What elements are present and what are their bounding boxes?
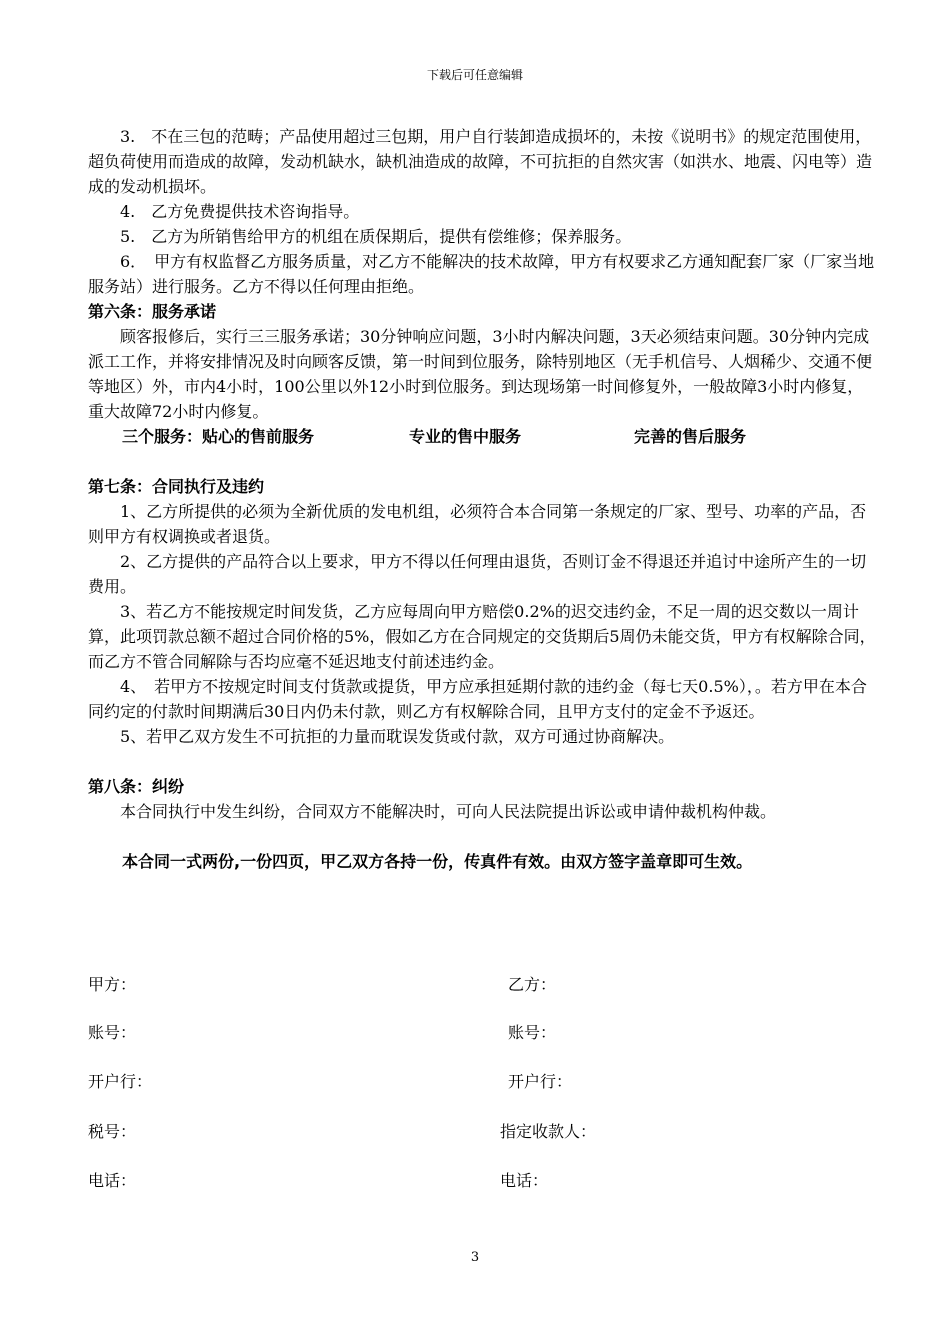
article-8-body: 本合同执行中发生纠纷，合同双方不能解决时，可向人民法院提出诉讼或申请仲裁机构仲裁。 <box>120 802 777 821</box>
party-a-tax-label: 税号： <box>88 1122 137 1141</box>
clause-6: 6． 甲方有权监督乙方服务质量，对乙方不能解决的技术故障，甲方有权要求乙方通知配套厂家（厂家当地服务站）进行服务。乙方不得以任何理由拒绝。 <box>88 252 875 296</box>
clause-4: 4. 乙方免费提供技术咨询指导。 <box>120 202 360 221</box>
clause-3: 3. 不在三包的范畴；产品使用超过三包期，用户自行装卸造成损坏的，未按《说明书》的规定范围使用，超负荷使用而造成的故障，发动机缺水，缺机油造成的故障，不可抗拒的自然灾害（如洪水、地震、闪电等）造成的发动机损坏。 <box>88 127 873 196</box>
page-header: 下载后可任意编辑 <box>426 68 523 82</box>
article-8-title: 第八条：纠纷 <box>88 777 185 796</box>
service-aftersale: 完善的售后服务 <box>634 427 747 446</box>
party-b-account-label: 账号： <box>508 1023 557 1042</box>
contract-notice: 本合同一式两份,一份四页，甲乙双方各持一份，传真件有效。由双方签字盖章即可生效。 <box>122 852 753 871</box>
service-insale: 专业的售中服务 <box>409 427 522 446</box>
article-6-body: 顾客报修后，实行三三服务承诺；30分钟响应问题，3小时内解决问题，3天必须结束问题。30分钟内完成派工工作，并将安排情况及时向顾客反馈，第一时间到位服务，除特别地区（无手机信号、人烟稀少、交通不便等地区）外，市内4小时，100公里以外12小时到位服务。到达现场第一时间修复外，一般故障3小时内修复，重大故障72小时内修复。 <box>88 327 873 421</box>
document-body <box>88 124 878 874</box>
article-7-item-1: 1、乙方所提供的必须为全新优质的发电机组，必须符合本合同第一条规定的厂家、型号、功率的产品，否则甲方有权调换或者退货。 <box>88 502 867 546</box>
clause-5: 5. 乙方为所销售给甲方的机组在质保期后，提供有偿维修；保养服务。 <box>120 227 632 246</box>
party-a-label: 甲方： <box>88 975 137 994</box>
party-a-account-label: 账号： <box>88 1023 137 1042</box>
party-b-label: 乙方： <box>508 975 557 994</box>
article-6-title: 第六条：服务承诺 <box>88 302 217 321</box>
party-a-phone-label: 电话： <box>88 1171 137 1190</box>
service-presale: 三个服务：贴心的售前服务 <box>122 427 315 446</box>
article-7-item-4: 4、 若甲方不按规定时间支付货款或提货，甲方应承担延期付款的违约金（每七天0.5%），。若方甲在本合同约定的付款时间期满后30日内仍未付款，则乙方有权解除合同，且甲方支付的定金不予返还。 <box>88 677 867 721</box>
article-7-item-2: 2、乙方提供的产品符合以上要求，甲方不得以任何理由退货，否则订金不得退还并追讨中途所产生的一切费用。 <box>88 552 867 596</box>
services-line <box>88 424 878 449</box>
article-7-title: 第七条：合同执行及违约 <box>88 477 265 496</box>
party-b-phone-label: 电话： <box>500 1171 549 1190</box>
party-a-bank-label: 开户行： <box>88 1072 153 1091</box>
article-7-item-5: 5、若甲乙双方发生不可抗拒的力量而耽误发货或付款，双方可通过协商解决。 <box>120 727 675 746</box>
party-b-bank-label: 开户行： <box>508 1072 573 1091</box>
article-7-item-3: 3、若乙方不能按规定时间发货，乙方应每周向甲方赔偿0.2%的迟交违约金，不足一周的迟交数以一周计算，此项罚款总额不超过合同价格的5%，假如乙方在合同规定的交货期后5周仍未能交货，甲方有权解除合同，而乙方不管合同解除与否均应毫不延迟地支付前述违约金。 <box>88 602 876 671</box>
page-number: 3 <box>470 1250 480 1265</box>
party-b-payee-label: 指定收款人： <box>500 1122 597 1141</box>
